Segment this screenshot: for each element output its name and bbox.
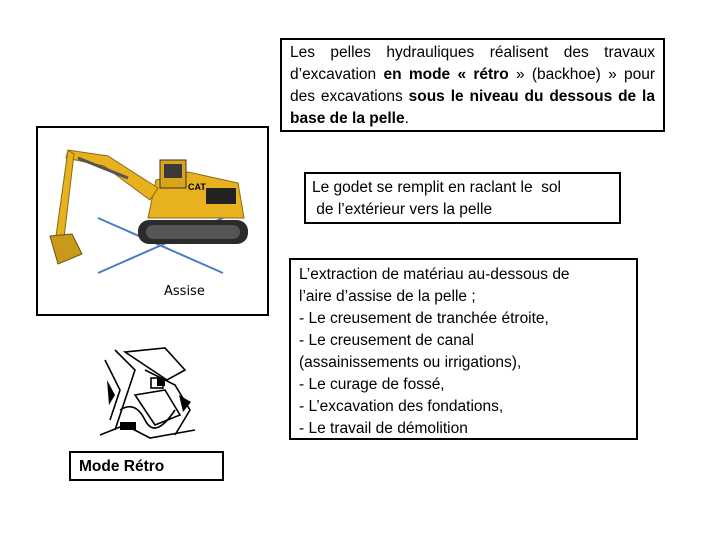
intro-bold-2: sous le niveau du dessous de la base de la pelle	[290, 88, 655, 127]
intro-text-2: » (backhoe) » pour des excavations	[290, 66, 656, 105]
list-line: L’extraction de matériau au-dessous de	[299, 266, 570, 283]
list-line: l’aire d’assise de la pelle ;	[299, 288, 476, 305]
intro-bold-1: en mode « rétro	[383, 66, 509, 83]
cat-logo: CAT	[188, 182, 206, 192]
list-line: - Le creusement de tranchée étroite,	[299, 310, 549, 327]
intro-textbox	[280, 38, 665, 132]
list-line: - Le travail de démolition	[299, 420, 468, 437]
godet-line-1: Le godet se remplit en raclant le sol	[312, 179, 561, 196]
excavator-image	[38, 128, 267, 314]
godet-textbox	[304, 172, 621, 224]
list-line: - Le creusement de canal	[299, 332, 474, 349]
list-line: - Le curage de fossé,	[299, 376, 445, 393]
uses-list-textbox	[289, 258, 638, 440]
excavator-photo-frame	[36, 126, 269, 316]
mode-retro-label: Mode Rétro	[69, 451, 224, 481]
intro-text-3: .	[404, 110, 409, 127]
list-line: - L’excavation des fondations,	[299, 398, 504, 415]
backhoe-sketch-image	[95, 340, 205, 445]
godet-line-2: de l’extérieur vers la pelle	[312, 201, 493, 218]
intro-text-1: Les pelles hydrauliques réalisent des travaux d’excavation	[290, 44, 655, 83]
list-line: (assainissements ou irrigations),	[299, 354, 522, 371]
assise-label: Assise	[164, 284, 205, 299]
